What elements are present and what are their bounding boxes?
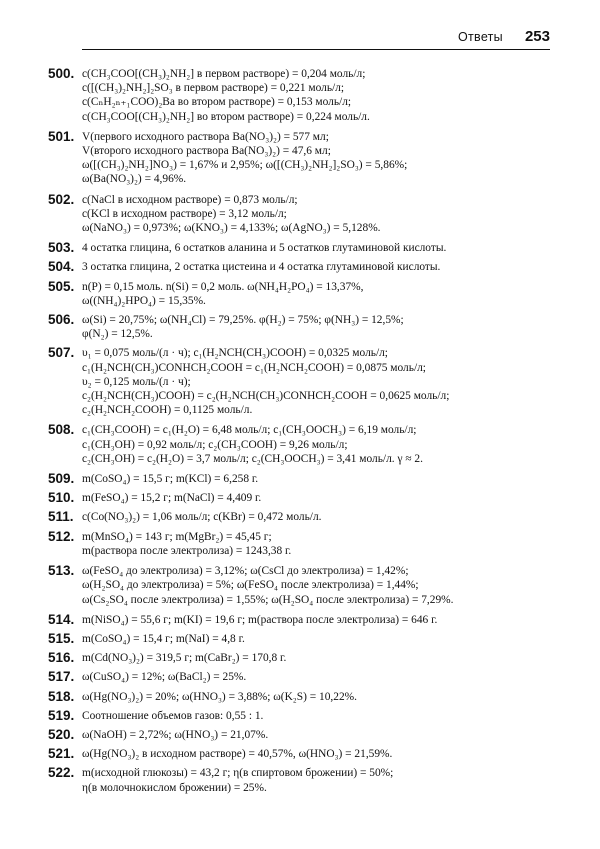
answer-number: 517.: [48, 669, 75, 685]
answer-entry: [48, 66, 550, 124]
answer-number: 520.: [48, 726, 75, 742]
answer-line: c(NaCl в исходном растворе) = 0,873 моль/л;: [82, 193, 298, 206]
answer-number: 506.: [48, 312, 75, 328]
answer-number: 505.: [48, 278, 75, 294]
answer-number: 515.: [48, 630, 75, 646]
answer-line: c(CH₃COO[(CH₃)₂NH₂] в первом растворе) = 0,204 моль/л;: [82, 68, 366, 80]
answer-text: [82, 510, 550, 524]
answer-number: 502.: [48, 191, 75, 207]
answer-number: 510.: [48, 490, 75, 506]
answer-line: ω(H₂SO₄ до электролиза) = 5%; ω(FeSO₄ после электролиза) = 1,44%;: [82, 579, 419, 592]
answer-text: [82, 564, 550, 607]
answer-number: 518.: [48, 688, 75, 704]
answer-text: [82, 423, 550, 466]
answer-number: 508.: [48, 422, 75, 438]
answer-number: 521.: [48, 746, 75, 762]
answer-line: c(CH₃COO[(CH₃)₂NH₂] во втором растворе) = 0,224 моль/л.: [82, 110, 370, 123]
answer-entry: [48, 765, 550, 794]
answer-text: [82, 651, 550, 665]
answer-text: [82, 313, 550, 341]
answer-line: m(Cd(NO₃)₂) = 319,5 г; m(CaBr₂) = 170,8 г.: [82, 652, 287, 665]
answer-line: c₁(CH₃COOH) = c₁(H₂O) = 6,48 моль/л; c₁(CH₃OOCH₃) = 6,19 моль/л;: [82, 424, 417, 437]
answer-text: [82, 491, 550, 505]
answer-number: 507.: [48, 345, 75, 361]
answer-entry: [48, 259, 550, 275]
answer-line: m(CoSO₄) = 15,5 г; m(KCl) = 6,258 г.: [82, 473, 259, 486]
answer-entry: [48, 191, 550, 236]
answer-text: [82, 728, 550, 742]
answer-number: 519.: [48, 707, 75, 723]
answer-line: ω(CuSO₄) = 12%; ω(BaCl₂) = 25%.: [82, 671, 247, 684]
answer-entry: [48, 471, 550, 487]
answer-number: 500.: [48, 66, 75, 81]
answer-text: [82, 632, 550, 646]
answer-text: [82, 260, 550, 274]
answer-entry: [48, 312, 550, 341]
answer-number: 512.: [48, 528, 75, 544]
page-number: 253: [524, 28, 550, 45]
answer-line: c₁(CH₃OH) = 0,92 моль/л; c₂(CH₃COOH) = 9,26 моль/л;: [82, 438, 348, 451]
answer-line: m(раствора после электролиза) = 1243,38 г.: [82, 544, 292, 557]
answer-entry: [48, 128, 550, 187]
answer-entry: [48, 688, 550, 704]
answer-line: ω((NH₄)₂HPO₄) = 15,35%.: [82, 294, 206, 307]
answer-number: 509.: [48, 471, 75, 487]
answer-entry: [48, 278, 550, 308]
answer-entry: [48, 630, 550, 646]
answer-text: [82, 766, 550, 794]
answer-text: [82, 346, 550, 417]
answer-line: m(исходной глюкозы) = 43,2 г; η(в спиртовом брожении) = 50%;: [82, 767, 394, 780]
answer-text: [82, 670, 550, 684]
answer-number: 516.: [48, 650, 75, 666]
answer-text: [82, 613, 550, 627]
answer-entry: [48, 240, 550, 256]
answers-list: [48, 66, 550, 795]
answer-text: [82, 67, 550, 124]
answer-entry: [48, 650, 550, 666]
answer-entry: [48, 563, 550, 607]
answer-line: ω([(CH₃)₂NH₂]NO₃) = 1,67% и 2,95%; ω([(CH₃)₂NH₂]₂SO₃) = 5,86%;: [82, 159, 408, 172]
answer-line: c₂(H₂NCH(CH₃)COOH) = c₂(H₂NCH(CH₃)CONHCH₂COOH = 0,0625 моль/л;: [82, 390, 450, 403]
answer-entry: [48, 611, 550, 627]
answer-text: [82, 130, 550, 187]
answer-line: ω(Si) = 20,75%; ω(NH₄Cl) = 79,25%. φ(H₂) = 75%; φ(NH₃) = 12,5%;: [82, 314, 404, 327]
answer-text: [82, 280, 550, 308]
answer-line: ω(Ba(NO₃)₂) = 4,96%.: [82, 173, 187, 186]
answer-entry: [48, 746, 550, 762]
answer-number: 522.: [48, 765, 75, 781]
answer-number: 501.: [48, 128, 75, 144]
answer-line: ω(Hg(NO₃)₂ в исходном растворе) = 40,57%, ω(HNO₃) = 21,59%.: [82, 748, 393, 761]
answer-line: c₁(H₂NCH(CH₃)CONHCH₂COOH = c₁(H₂NCH₂COOH) = 0,0875 моль/л;: [82, 361, 426, 374]
answer-line: ω(Hg(NO₃)₂) = 20%; ω(HNO₃) = 3,88%; ω(K₂S) = 10,22%.: [82, 690, 357, 703]
answer-line: ω(Cs₂SO₄ после электролиза) = 1,55%; ω(H₂SO₄ после электролиза) = 7,29%.: [82, 593, 454, 606]
section-title: Ответы: [457, 30, 503, 44]
answer-entry: [48, 726, 550, 742]
running-header: [82, 28, 550, 50]
answer-number: 503.: [48, 240, 75, 256]
answer-line: υ₁ = 0,075 моль/(л · ч); c₁(H₂NCH(CH₃)COOH) = 0,0325 моль/л;: [82, 347, 388, 360]
answer-line: 3 остатка глицина, 2 остатка цистеина и 4 остатка глутаминовой кислоты.: [82, 261, 441, 274]
answer-line: υ₂ = 0,125 моль/(л · ч);: [82, 375, 191, 388]
answer-entry: [48, 669, 550, 685]
answer-text: [82, 472, 550, 486]
answer-line: c(Co(NO₃)₂) = 1,06 моль/л; c(KBr) = 0,472 моль/л.: [82, 511, 322, 524]
answer-line: m(CoSO₄) = 15,4 г; m(NaI) = 4,8 г.: [82, 632, 245, 645]
answer-line: η(в молочнокислом брожении) = 25%.: [82, 781, 267, 794]
answer-text: [82, 193, 550, 236]
answer-line: ω(NaOH) = 2,72%; ω(HNO₃) = 21,07%.: [82, 728, 269, 741]
answer-text: [82, 690, 550, 704]
answer-entry: [48, 509, 550, 525]
answer-number: 514.: [48, 611, 75, 627]
answer-line: V(первого исходного раствора Ba(NO₃)₂) = 577 мл;: [82, 130, 329, 143]
answer-line: V(второго исходного раствора Ba(NO₃)₂) = 47,6 мл;: [82, 145, 331, 158]
answer-number: 504.: [48, 259, 75, 275]
answer-line: 4 остатка глицина, 6 остатков аланина и 5 остатков глутаминовой кислоты.: [82, 242, 447, 255]
answer-line: m(NiSO₄) = 55,6 г; m(KI) = 19,6 г; m(раствора после электролиза) = 646 г.: [82, 613, 438, 626]
answer-line: Соотношение объемов газов: 0,55 : 1.: [82, 709, 264, 722]
answer-line: c(KCl в исходном растворе) = 3,12 моль/л;: [82, 207, 287, 220]
answer-line: c₂(H₂NCH₂COOH) = 0,1125 моль/л.: [82, 404, 253, 417]
answer-line: n(P) = 0,15 моль. n(Si) = 0,2 моль. ω(NH₄H₂PO₄) = 13,37%,: [82, 280, 364, 293]
answer-number: 511.: [48, 509, 74, 525]
answer-line: m(FeSO₄) = 15,2 г; m(NaCl) = 4,409 г.: [82, 492, 262, 505]
answer-line: ω(FeSO₄ до электролиза) = 3,12%; ω(CsCl до электролиза) = 1,42%;: [82, 565, 409, 578]
answer-entry: [48, 345, 550, 417]
answer-entry: [48, 422, 550, 466]
answer-line: c₂(CH₃OH) = c₂(H₂O) = 3,7 моль/л; c₂(CH₃OOCH₃) = 3,41 моль/л. γ ≈ 2.: [82, 452, 423, 465]
answer-text: [82, 241, 550, 255]
answer-line: φ(N₂) = 12,5%.: [82, 328, 153, 341]
answer-line: ω(NaNO₃) = 0,973%; ω(KNO₃) = 4,133%; ω(AgNO₃) = 5,128%.: [82, 222, 381, 235]
answer-text: [82, 709, 550, 723]
answer-number: 513.: [48, 563, 75, 579]
answer-entry: [48, 490, 550, 506]
answer-entry: [48, 707, 550, 723]
answer-text: [82, 747, 550, 761]
answer-line: c([(CH₃)₂NH₂]₂SO₃ в первом растворе) = 0,221 моль/л;: [82, 82, 345, 95]
answer-line: m(MnSO₄) = 143 г; m(MgBr₂) = 45,45 г;: [82, 530, 272, 543]
answer-text: [82, 530, 550, 558]
answer-line: c(CₙH₂ₙ₊₁COO)₂Ba во втором растворе) = 0,153 моль/л;: [82, 96, 352, 109]
answer-entry: [48, 528, 550, 558]
